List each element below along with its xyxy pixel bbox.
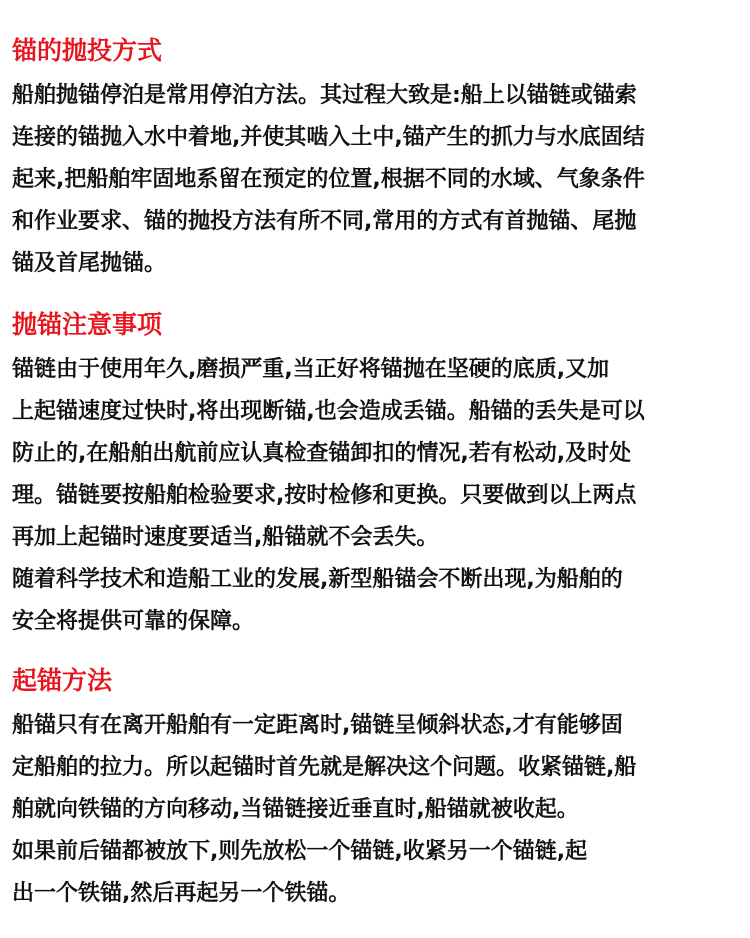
paragraph-line: 防止的,在船舶出航前应认真检查锚卸扣的情况,若有松动,及时处 [12,441,632,466]
paragraph-line: 起来,把船舶牢固地系留在预定的位置,根据不同的水域、气象条件 [12,167,645,192]
paragraph-line: 锚及首尾抛锚。 [12,251,167,276]
section-heading-anchoring-precautions: 抛锚注意事项 [12,310,163,339]
paragraph-line: 船锚只有在离开船舶有一定距离时,锚链呈倾斜状态,才有能够固 [12,713,623,738]
paragraph-line: 理。锚链要按船舶检验要求,按时检修和更换。只要做到以上两点 [12,483,637,508]
section-heading-anchor-weighing-methods: 起锚方法 [12,666,113,695]
paragraph-line: 定船舶的拉力。所以起锚时首先就是解决这个问题。收紧锚链,船 [12,755,637,780]
paragraph-line: 出一个铁锚,然后再起另一个铁锚。 [12,881,351,906]
paragraph-line: 上起锚速度过快时,将出现断锚,也会造成丢锚。船锚的丢失是可以 [12,399,645,424]
section-heading-anchor-dropping-methods: 锚的抛投方式 [12,36,163,65]
paragraph-line: 船舶抛锚停泊是常用停泊方法。其过程大致是:船上以锚链或锚索 [12,83,637,108]
paragraph-line: 连接的锚抛入水中着地,并使其啮入土中,锚产生的抓力与水底固结 [12,125,645,150]
paragraph-line: 和作业要求、锚的抛投方法有所不同,常用的方式有首抛锚、尾抛 [12,209,637,234]
paragraph-line: 随着科学技术和造船工业的发展,新型船锚会不断出现,为船舶的 [12,567,623,592]
paragraph-line: 锚链由于使用年久,磨损严重,当正好将锚抛在坚硬的底质,又加 [12,357,610,382]
paragraph-line: 安全将提供可靠的保障。 [12,609,255,634]
paragraph-line: 再加上起锚时速度要适当,船锚就不会丢失。 [12,525,439,550]
paragraph-line: 舶就向铁锚的方向移动,当锚链接近垂直时,船锚就被收起。 [12,797,579,822]
paragraph-line: 如果前后锚都被放下,则先放松一个锚链,收紧另一个锚链,起 [12,839,588,864]
